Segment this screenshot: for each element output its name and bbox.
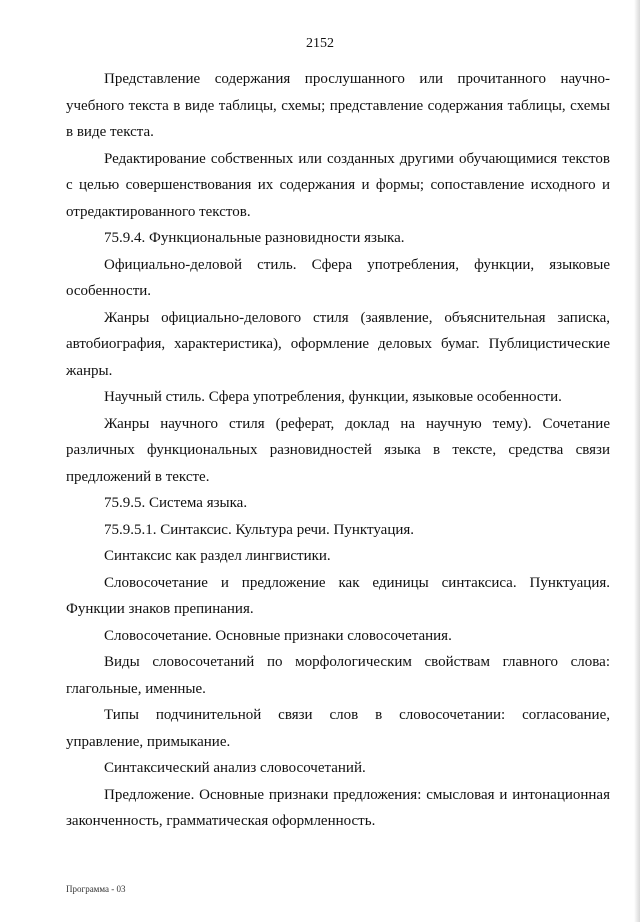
paragraph: Научный стиль. Сфера употребления, функции, языковые особенности. xyxy=(104,389,562,405)
scan-edge-shadow xyxy=(634,0,640,922)
paragraph: Официально-деловой стиль. Сфера употребления, функции, языковые особенности. xyxy=(66,256,610,299)
document-body xyxy=(66,66,610,835)
section-heading: 75.9.5. Система языка. xyxy=(104,495,248,511)
paragraph: Словосочетание и предложение как единицы синтаксиса. Пунктуация. Функции знаков препинания. xyxy=(66,574,610,617)
paragraph: Синтаксис как раздел лингвистики. xyxy=(104,548,331,564)
paragraph: Синтаксический анализ словосочетаний. xyxy=(104,760,366,776)
paragraph: Редактирование собственных или созданных другими обучающимися текстов с целью совершенствования их содержания и формы; сопоставление исходного и отредактированного текстов. xyxy=(66,150,610,220)
paragraph: Представление содержания прослушанного или прочитанного научно-учебного текста в виде таблицы, схемы; представление содержания таблицы, схемы в виде текста. xyxy=(66,71,610,140)
footer-label: Программа - 03 xyxy=(66,884,126,894)
paragraph: Виды словосочетаний по морфологическим свойствам главного слова: глагольные, именные. xyxy=(66,654,610,697)
paragraph: Словосочетание. Основные признаки словосочетания. xyxy=(104,627,452,644)
paragraph: Предложение. Основные признаки предложения: смысловая и интонационная законченность, грамматическая оформленность. xyxy=(66,786,610,829)
page-number: 2152 xyxy=(306,36,334,51)
paragraph: Типы подчинительной связи слов в словосочетании: согласование, управление, примыкание. xyxy=(66,707,610,750)
paragraph: Жанры официально-делового стиля (заявление, объяснительная записка, автобиография, характеристика), оформление деловых бумаг. Публицистические жанры. xyxy=(66,309,610,379)
section-heading: 75.9.4. Функциональные разновидности языка. xyxy=(104,230,405,246)
paragraph: Жанры научного стиля (реферат, доклад на научную тему). Сочетание различных функциональных разновидностей языка в тексте, средства связи предложений в тексте. xyxy=(66,415,610,485)
section-heading: 75.9.5.1. Синтаксис. Культура речи. Пунктуация. xyxy=(104,521,415,538)
